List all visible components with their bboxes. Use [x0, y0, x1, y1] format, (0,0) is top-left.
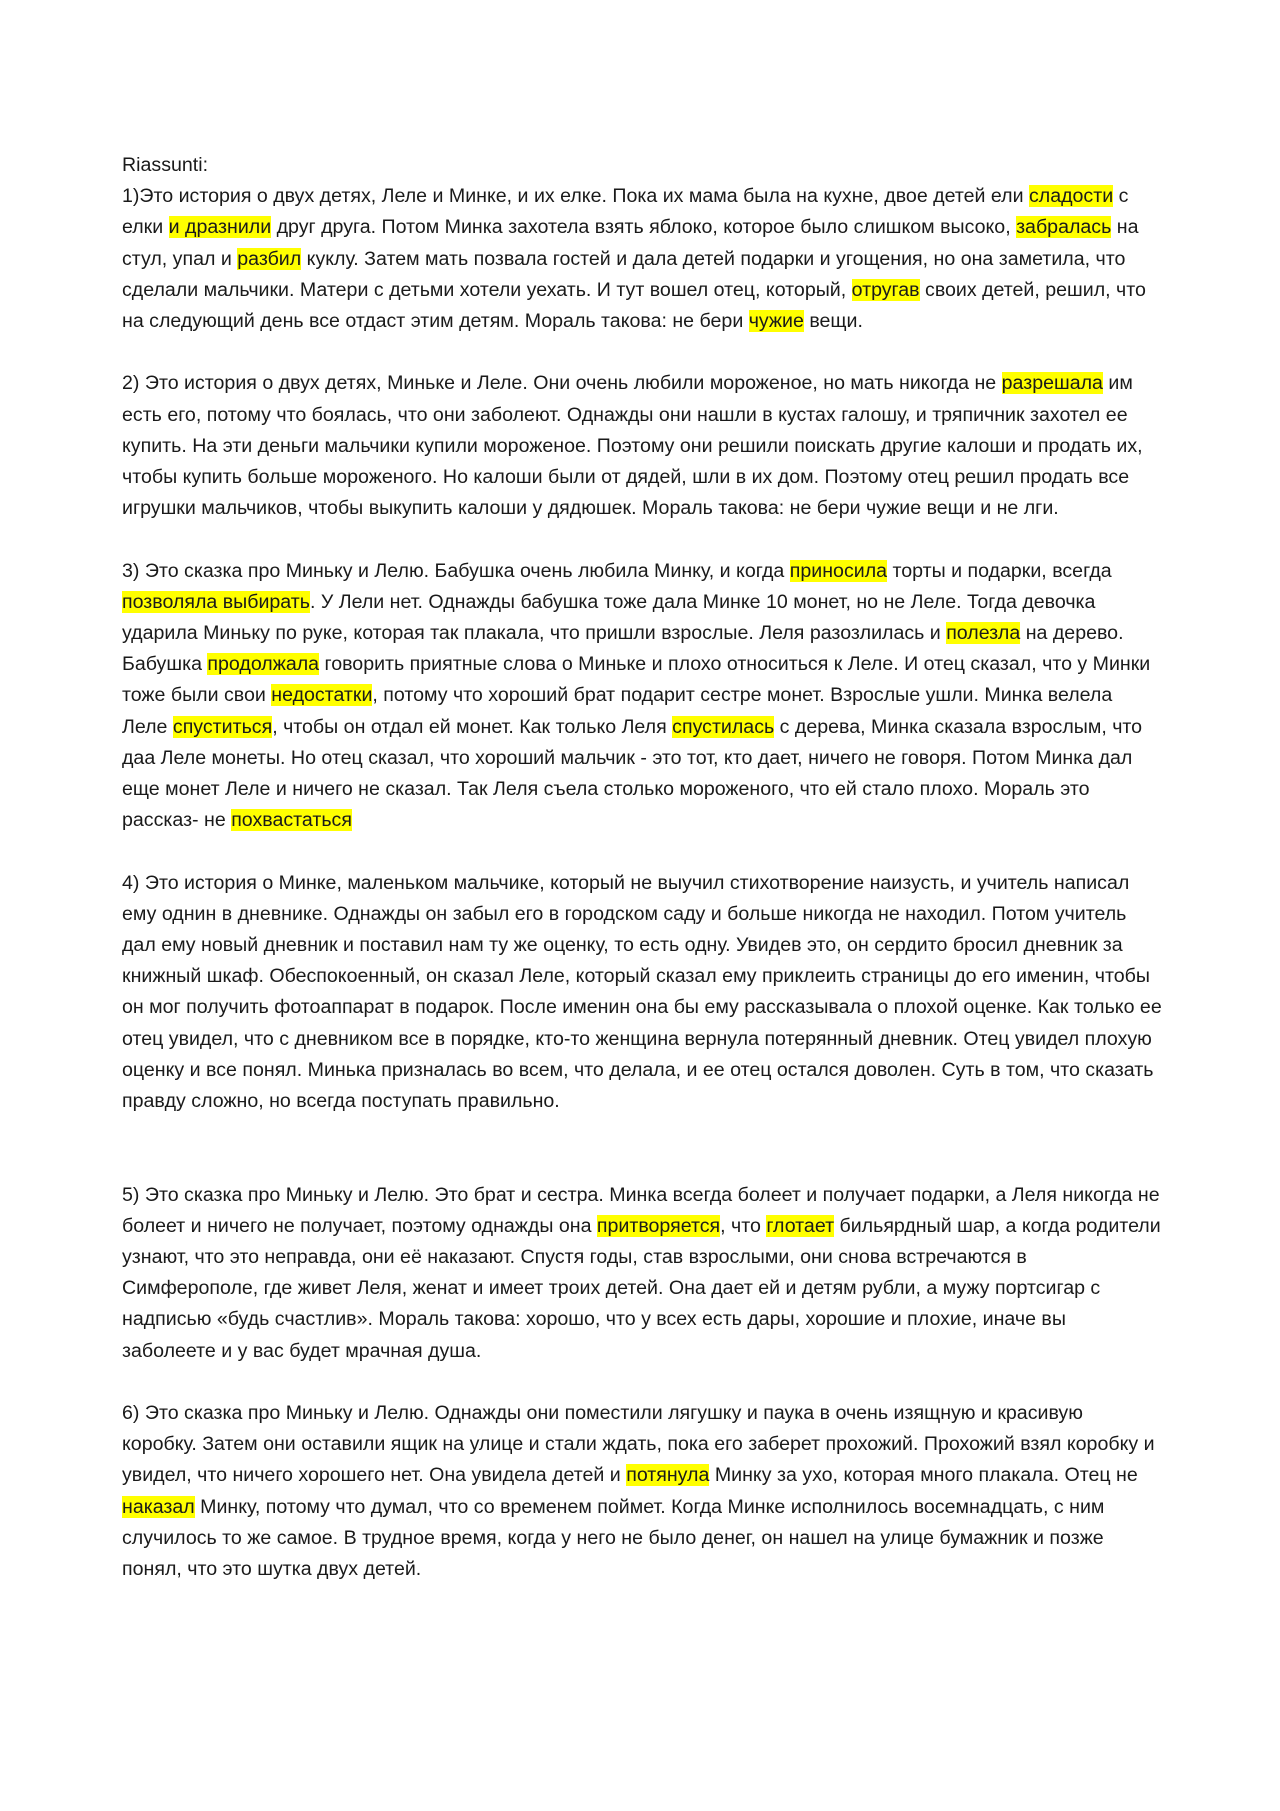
highlighted-word: наказал [122, 1495, 195, 1518]
text-run: , чтобы он отдал ей монет. Как только Леля [272, 715, 673, 738]
highlighted-word: глотает [766, 1214, 835, 1237]
highlighted-word: недостатки [271, 684, 373, 707]
document-title: Riassunti: [122, 154, 209, 176]
text-run: 1)Это история о двух детях, Леле и Минке, и их елке. Пока их мама была на кухне, двое детей ели [122, 185, 1029, 208]
highlighted-word: и дразнили [168, 216, 272, 239]
summary-paragraph-2 [122, 368, 1162, 524]
paragraph-spacer [122, 836, 1162, 867]
highlighted-word: отругав [851, 278, 920, 301]
document-page [122, 150, 1162, 1585]
text-run: . У Лели нет. Однажды бабушка тоже дала Минке 10 монет, но не Леле. Тогда девочка ударила Миньку по руке, которая так плакала, что пришли взрослые. Леля разозлилась и [122, 590, 1096, 645]
text-run: своих детей, решил, что на следующий день все отдаст этим детям. Мораль такова: не бери [122, 278, 1146, 333]
highlighted-word: приносила [789, 559, 888, 582]
highlighted-word: чужие [748, 310, 804, 333]
text-run: Минку, потому что думал, что со временем поймет. Когда Минке исполнилось восемнадцать, с ним случилось то же самое. В трудное время, когда у него не было денег, он нашел на улице бумажник и позже понял, что это шутка двух детей. [122, 1495, 1105, 1581]
text-run: 3) Это сказка про Миньку и Лелю. Бабушка очень любила Минку, и когда [122, 559, 790, 582]
text-run: , что [720, 1214, 767, 1237]
highlighted-word: притворяется [596, 1214, 721, 1237]
text-run: бильярдный шар, а когда родители узнают, что это неправда, они её наказают. Спустя годы, став взрослыми, они снова встречаются в Симферополе, где живет Леля, женат и имеет троих детей. Она дает ей и детям рубли, а мужу портсигар с надписью «будь счастлив». Мораль такова: хорошо, что у всех есть дары, хорошие и плохие, иначе вы заболеете и у вас будет мрачная душа. [122, 1214, 1161, 1362]
text-run: , потому что хороший брат подарит сестре монет. Взрослые ушли. Минка велела Леле [122, 684, 1113, 738]
paragraph-spacer [122, 1367, 1162, 1398]
text-run: с елки [122, 185, 1129, 239]
text-run: торты и подарки, всегда [887, 559, 1112, 582]
highlighted-word: потянула [626, 1464, 710, 1487]
text-run: куклу. Затем мать позвала гостей и дала детей подарки и угощения, но она заметила, что сделали мальчики. Матери с детьми хотели уехать. И тут вошел отец, который, [122, 247, 1126, 301]
highlighted-word: позволяла выбирать [122, 590, 310, 613]
text-run: вещи. [803, 310, 863, 333]
highlighted-word: сладости [1028, 185, 1114, 208]
highlighted-word: разбил [237, 247, 302, 270]
summary-paragraph-1 [122, 181, 1162, 337]
highlighted-word: спуститься [172, 715, 273, 738]
summary-paragraph-3 [122, 556, 1162, 837]
paragraph-spacer [122, 524, 1162, 555]
highlighted-word: продолжала [207, 653, 320, 676]
text-run: говорить приятные слова о Миньке и плохо относиться к Леле. И отец сказал, что у Минки тоже были свои [122, 653, 1151, 707]
summary-paragraph-5 [122, 1180, 1162, 1367]
text-run: 4) Это история о Минке, маленьком мальчике, который не выучил стихотворение наизусть, и учитель написал ему однин в дневнике. Однажды он забыл его в городском саду и больше никогда не находил. Потом учитель дал ему новый дневник и поставил нам ту же оценку, то есть одну. Увидев это, он сердито бросил дневник за книжный шкаф. Обеспокоенный, он сказал Леле, который сказал ему приклеить страницы до его именин, чтобы он мог получить фотоаппарат в подарок. После именин она бы ему рассказывала о плохой оценке. Как только ее отец увидел, что с дневником все в порядке, кто-то женщина вернула потерянный дневник. Отец увидел плохую оценку и все понял. Минька призналась во всем, что делала, и ее отец остался доволен. Суть в том, что сказать правду сложно, но всегда поступать правильно. [122, 871, 1162, 1113]
highlighted-word: разрешала [1001, 372, 1103, 395]
paragraph-spacer [122, 1117, 1162, 1179]
text-run: 5) Это сказка про Миньку и Лелю. Это брат и сестра. Минка всегда болеет и получает подарки, а Леля никогда не болеет и ничего не получает, поэтому однажды она [122, 1183, 1160, 1237]
text-run: им есть его, потому что боялась, что они заболеют. Однажды они нашли в кустах галошу, и тряпичник захотел ее купить. На эти деньги мальчики купили мороженое. Поэтому они решили поискать другие калоши и продать их, чтобы купить больше мороженого. Но калоши были от дядей, шли в их дом. Поэтому отец решил продать все игрушки мальчиков, чтобы выкупить калоши у дядюшек. Мораль такова: не бери чужие вещи и не лги. [122, 372, 1143, 520]
summary-paragraph-6 [122, 1398, 1162, 1585]
highlighted-word: полезла [946, 622, 1021, 645]
text-run: с дерева, Минка сказала взрослым, что даа Леле монеты. Но отец сказал, что хороший мальчик - это тот, кто дает, ничего не говоря. Потом Минка дал еще монет Леле и ничего не сказал. Так Леля съела столько мороженого, что ей стало плохо. Мораль это рассказ- не [122, 715, 1143, 832]
highlighted-word: похвастаться [231, 809, 352, 832]
text-run: на стул, упал и [122, 216, 1139, 270]
paragraph-spacer [122, 337, 1162, 368]
text-run: друг друга. Потом Минка захотела взять яблоко, которое было слишком высоко, [271, 216, 1017, 239]
text-run: Минку за ухо, которая много плакала. Отец не [709, 1464, 1138, 1487]
summary-paragraph-4 [122, 868, 1162, 1118]
highlighted-word: забралась [1016, 216, 1112, 239]
text-run: на дерево. Бабушка [122, 622, 1124, 676]
text-run: 2) Это история о двух детях, Миньке и Леле. Они очень любили мороженое, но мать никогда не [122, 372, 1002, 395]
text-run: 6) Это сказка про Миньку и Лелю. Однажды они поместили лягушку и паука в очень изящную и красивую коробку. Затем они оставили ящик на улице и стали ждать, пока его заберет прохожий. Прохожий взял коробку и увидел, что ничего хорошего нет. Она увидела детей и [122, 1402, 1155, 1487]
highlighted-word: спустилась [672, 715, 775, 738]
